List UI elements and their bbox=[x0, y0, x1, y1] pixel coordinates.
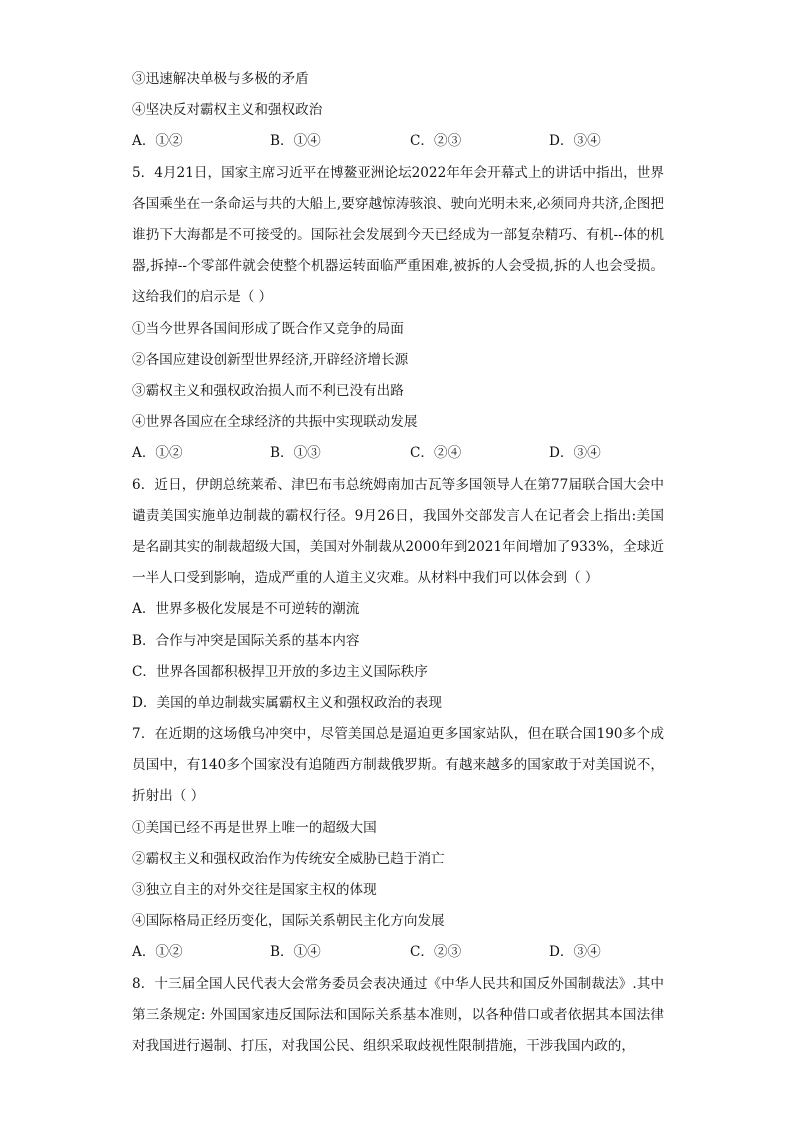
q5-option-d: D．③④ bbox=[549, 445, 601, 462]
q4-options bbox=[132, 126, 664, 157]
q8-stem: 8．十三届全国人民代表大会常务委员会表决通过《中华人民共和国反外国制裁法》.其中第三条规定: 外国国家违反国际法和国际关系基本准则，以各种借口或者依据其本国法律对我国进行遏制、打压，对我国公民、组织采取歧视性限制措施，干涉我国内政的， bbox=[132, 975, 664, 1055]
q7-item-1: ①美国已经不再是世界上唯一的超级大国 bbox=[132, 819, 377, 836]
q7-option-c: C．②③ bbox=[410, 944, 462, 961]
q5-option-b: B．①③ bbox=[270, 445, 321, 462]
q7-option-a: A．①② bbox=[132, 944, 183, 961]
q5-options bbox=[132, 438, 664, 469]
q7-item-4: ④国际格局正经历变化，国际关系朝民主化方向发展 bbox=[132, 913, 445, 930]
q6-choice-a: A．世界多极化发展是不可逆转的潮流 bbox=[132, 601, 360, 618]
q4-option-d: D．③④ bbox=[549, 133, 601, 150]
q4-option-b: B．①④ bbox=[270, 133, 321, 150]
q5-item-1: ①当今世界各国间形成了既合作又竞争的局面 bbox=[132, 320, 404, 337]
q4-option-c: C．②③ bbox=[410, 133, 462, 150]
q4-item-4: ④坚决反对霸权主义和强权政治 bbox=[132, 102, 323, 119]
q4-option-a: A．①② bbox=[132, 133, 183, 150]
q6-choice-d: D．美国的单边制裁实属霸权主义和强权政治的表现 bbox=[132, 694, 442, 711]
question-content bbox=[132, 64, 664, 1062]
q5-item-4: ④世界各国应在全球经济的共振中实现联动发展 bbox=[132, 414, 418, 431]
q7-item-3: ③独立自主的对外交往是国家主权的体现 bbox=[132, 882, 377, 899]
q7-stem: 7．在近期的这场俄乌冲突中，尽管美国总是逼迫更多国家站队，但在联合国190多个成员国中，有140多个国家没有追随西方制裁俄罗斯。有越来越多的国家敢于对美国说不，折射出（ ） bbox=[132, 726, 664, 805]
q5-item-3: ③霸权主义和强权政治损人而不利已没有出路 bbox=[132, 382, 404, 399]
q5-item-2: ②各国应建设创新型世界经济,开辟经济增长源 bbox=[132, 351, 409, 368]
q6-choice-b: B．合作与冲突是国际关系的基本内容 bbox=[132, 632, 360, 649]
q7-option-d: D．③④ bbox=[549, 944, 601, 961]
q5-stem: 5．4月21日，国家主席习近平在博鳌亚洲论坛2022年年会开幕式上的讲话中指出，世界各国乘坐在一条命运与共的大船上,要穿越惊涛骇浪、驶向光明未来,必须同舟共济,企图把谁扔下大海都是不可接受的。国际社会发展到今天已经成为一部复杂精巧、有机--体的机器,拆掉--个零部件就会使整个机器运转面临严重困难,被拆的人会受损,拆的人也会受损。这给我们的启示是（ ） bbox=[132, 164, 664, 306]
q5-option-a: A．①② bbox=[132, 445, 183, 462]
q6-stem: 6．近日，伊朗总统莱希、津巴布韦总统姆南加古瓦等多国领导人在第77届联合国大会中谴责美国实施单边制裁的霸权行径。9月26日，我国外交部发言人在记者会上指出:美国是名副其实的制裁超级大国，美国对外制裁从2000年到2021年间增加了933%，全球近一半人口受到影响，造成严重的人道主义灾难。从材料中我们可以体会到（ ） bbox=[132, 476, 664, 587]
q5-option-c: C．②④ bbox=[410, 445, 462, 462]
q7-options bbox=[132, 937, 664, 968]
q6-choice-c: C．世界各国都积极捍卫开放的多边主义国际秩序 bbox=[132, 663, 428, 680]
q4-item-3: ③迅速解决单极与多极的矛盾 bbox=[132, 71, 309, 87]
q7-option-b: B．①④ bbox=[270, 944, 321, 961]
q7-item-2: ②霸权主义和强权政治作为传统安全威胁已趋于消亡 bbox=[132, 850, 445, 867]
